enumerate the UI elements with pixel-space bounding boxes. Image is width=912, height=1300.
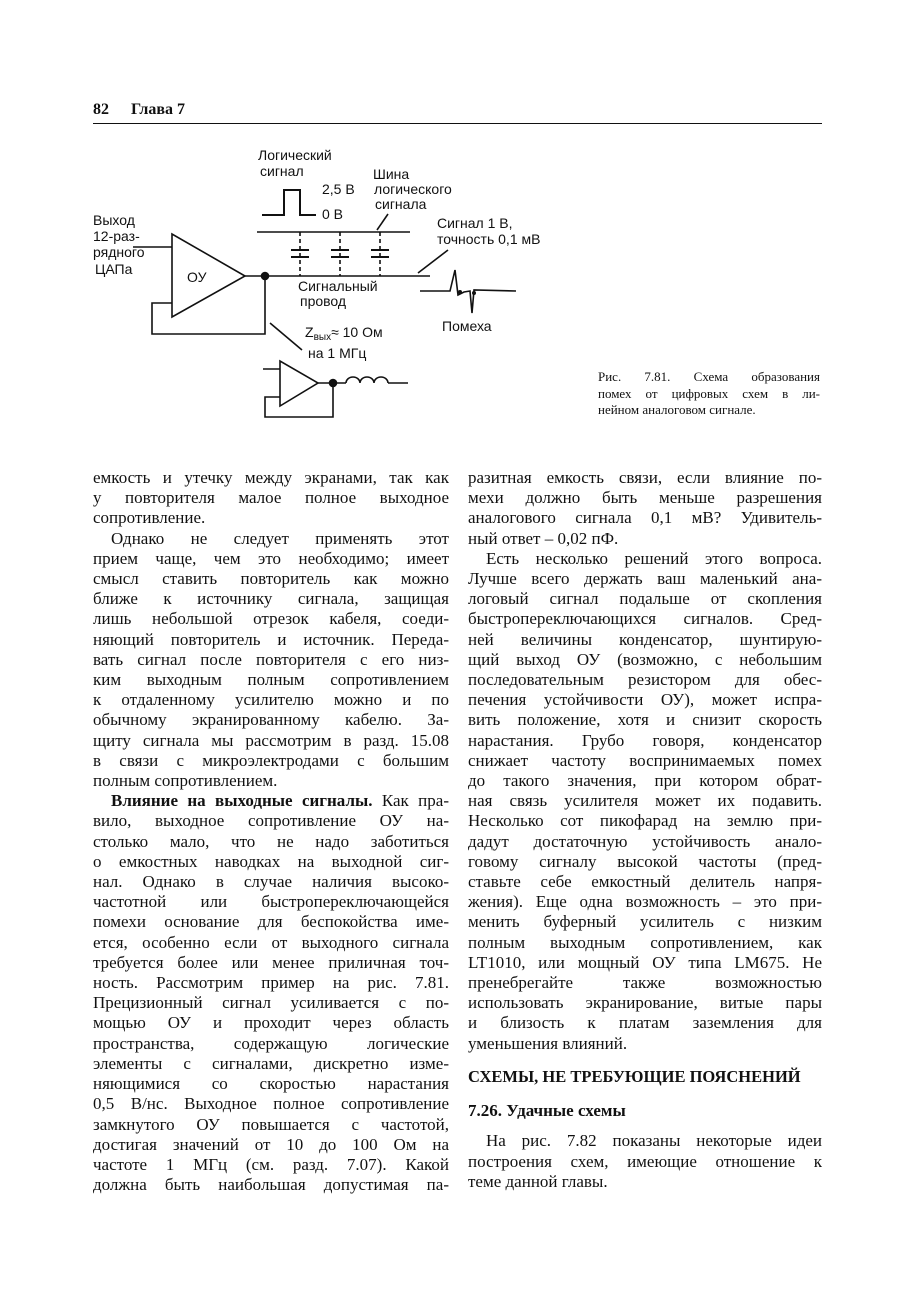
text-line: ная связь усилителя может их подавить. xyxy=(468,791,822,811)
text-line: ный ответ – 0,02 пФ. xyxy=(468,528,619,548)
impedance-label: $Z_{вых}\approx 10$ Ом xyxy=(305,324,383,343)
subsection-heading: 7.26. Удачные схемы xyxy=(468,1101,626,1121)
text-line: Однако не следует применять этот xyxy=(111,528,449,548)
text-span: Как пра- xyxy=(372,791,449,811)
text-line: На рис. 7.82 показаны некоторые идеи xyxy=(486,1131,822,1151)
paragraph-lead: Влияние на выходные сигналы. xyxy=(111,791,373,811)
text-line: ким выходным полным сопротивлением xyxy=(93,670,449,690)
text-line: вать сигнал после повторителя с его низ- xyxy=(93,649,449,669)
text-line: печения устойчивости ОУ), может испра- xyxy=(468,690,822,710)
opamp-label: ОУ xyxy=(187,269,207,285)
text-line: полным сопротивлением. xyxy=(93,771,278,791)
wire-label-1: Сигнальный xyxy=(298,278,378,294)
text-line: 0,5 В/нс. Выходное полное сопротивление xyxy=(93,1094,449,1114)
wire-label-2: провод xyxy=(300,293,347,309)
text-line: емкость и утечку между экранами, так как xyxy=(93,468,449,487)
text-line: замкнутого ОУ повышается с частотой, xyxy=(93,1114,449,1134)
text-line: аналогового сигнала 0,1 мВ? Удивитель- xyxy=(468,508,822,528)
paragraph xyxy=(93,529,449,792)
text-line: обычному экранированному кабелю. За- xyxy=(93,710,449,730)
text-line: прием чаще, чем это необходимо; имеет xyxy=(93,548,449,568)
text-line: должна быть наибольшая допустимая па- xyxy=(93,1175,449,1195)
text-line: полным выходным сопротивлением, как xyxy=(468,932,822,952)
signal-pointer xyxy=(418,250,448,273)
logic-signal-label-2: сигнал xyxy=(260,163,304,179)
text-line: и близость к платам заземления для xyxy=(468,1013,822,1033)
text-line: Есть несколько решений этого вопроса. xyxy=(486,548,822,568)
page-header xyxy=(93,101,822,124)
text-line: пренебрегайте также возможностью xyxy=(468,973,822,993)
text-line: до такого значения, при котором обрат- xyxy=(468,771,822,791)
text-line: нарастания. Грубо говоря, конденсатор xyxy=(468,730,822,750)
right-column xyxy=(468,468,822,1192)
text-line: уменьшения влияний. xyxy=(468,1033,628,1053)
text-line: столько мало, что не надо заботиться xyxy=(93,831,449,851)
text-line: помехи основание для беспокойства име- xyxy=(93,912,449,932)
text-line: LT1010, или мощный ОУ типа LM675. Не xyxy=(468,952,822,972)
text-line: Прецизионный сигнал усиливается с по- xyxy=(93,993,449,1013)
text-line: построения схем, имеющие отношение к xyxy=(468,1151,822,1171)
text-line: мощью ОУ и проходит через область xyxy=(93,1013,449,1033)
text-line: Несколько сот пикофарад на землю при- xyxy=(468,811,822,831)
text-line: мехи должно быть меньше разрешения xyxy=(468,488,822,508)
text-line: лишь небольшой отрезок кабеля, соеди- xyxy=(93,609,449,629)
inductor-icon xyxy=(346,377,408,383)
section-heading: СХЕМЫ, НЕ ТРЕБУЮЩИЕ ПОЯСНЕНИЙ xyxy=(468,1066,801,1086)
text-line: ставьте себе емкостный делитель напря- xyxy=(468,872,822,892)
figure-7-81-diagram xyxy=(80,140,560,430)
text-line: использовать экранирование, витые пары xyxy=(468,993,822,1013)
text-line: элементы с сигналами, дискретно изме- xyxy=(93,1053,449,1073)
text-line: достигая значений от 10 до 100 Ом на xyxy=(93,1134,449,1154)
text-line: щиту сигнала мы рассмотрим в разд. 15.08 xyxy=(93,730,449,750)
signal-label-2: точность 0,1 мВ xyxy=(437,231,541,247)
text-line: Лучше всего держать ваш маленький ана- xyxy=(468,569,822,589)
text-line: частоте 1 МГц (см. разд. 7.07). Какой xyxy=(93,1154,449,1174)
impedance-frequency: на 1 МГц xyxy=(308,345,367,361)
paragraph xyxy=(468,1131,822,1192)
caption-line: помех от цифровых схем в ли- xyxy=(598,385,820,401)
bus-label-2: логического xyxy=(374,181,452,197)
buffer-amplifier xyxy=(263,361,408,417)
noise-waveform xyxy=(420,270,516,313)
coupling-capacitors xyxy=(300,232,380,276)
input-label-3: рядного xyxy=(93,244,145,260)
input-label-2: 12-раз- xyxy=(93,228,140,244)
text-line: пространства, содержащую логические xyxy=(93,1033,449,1053)
high-level-label: 2,5 В xyxy=(322,181,355,197)
text-line: няющимися со скоростью нарастания xyxy=(93,1074,449,1094)
text-line: снижает частоту воспринимаемых помех xyxy=(468,750,822,770)
text-line: вило, выходное сопротивление ОУ на- xyxy=(93,811,449,831)
text-line: щий выход ОУ (возможно, с небольшим xyxy=(468,649,822,669)
text-line: говому сигналу высокой частоты (пред- xyxy=(468,851,822,871)
input-label-1: Выход xyxy=(93,212,135,228)
chapter-title: Глава 7 xyxy=(131,101,185,118)
paragraph xyxy=(93,791,449,1195)
bus-pointer xyxy=(377,214,388,230)
caption-line: Рис. 7.81. Схема образования xyxy=(598,369,820,384)
text-line: ней величины конденсатор, шунтирую- xyxy=(468,629,822,649)
text-line: ближе к источнику сигнала, защищая xyxy=(93,589,449,609)
low-level-label: 0 В xyxy=(322,206,344,222)
junction-dot xyxy=(262,273,269,280)
text-line: дадут достаточную устойчивость анало- xyxy=(468,831,822,851)
text-line: требуется более или менее приличная точ- xyxy=(93,952,449,972)
text-line: сопротивление. xyxy=(93,508,206,528)
text-line: теме данной главы. xyxy=(468,1171,608,1191)
logic-pulse-waveform xyxy=(262,190,316,215)
text-line: логовый сигнал подальше от скопления xyxy=(468,589,822,609)
text-line: вить положение, хотя и снизит скорость xyxy=(468,710,822,730)
caption-line: нейном аналоговом сигнале. xyxy=(598,402,756,417)
text-line: последовательным резистором для обес- xyxy=(468,670,822,690)
paragraph xyxy=(93,468,449,529)
figure-caption xyxy=(598,369,820,419)
text-line xyxy=(93,791,449,811)
text-line: разитная емкость связи, если влияние по- xyxy=(468,468,822,487)
text-line: в связи с микроэлектродами с большим xyxy=(93,750,449,770)
text-line: частотной или быстропереключающейся xyxy=(93,892,449,912)
text-line: нал. Однако в случае наличия высоко- xyxy=(93,872,449,892)
text-line: менить буферный усилитель с низким xyxy=(468,912,822,932)
text-line: ется, особенно если от выходного сигнала xyxy=(93,932,449,952)
logic-signal-label-1: Логический xyxy=(258,147,332,163)
text-line: о емкостных наводках на выходной сиг- xyxy=(93,851,449,871)
bus-label-3: сигнала xyxy=(375,196,427,212)
text-line: няющий повторитель и источник. Переда- xyxy=(93,629,449,649)
left-column xyxy=(93,468,449,1195)
page-number: 82 xyxy=(93,101,109,118)
text-line: у повторителя малое полное выходное xyxy=(93,488,449,508)
input-label-4: ЦАПа xyxy=(95,261,133,277)
text-line: жения). Еще одна возможность – это при- xyxy=(468,892,822,912)
noise-label: Помеха xyxy=(442,318,492,334)
paragraph xyxy=(468,468,822,549)
text-line: к отдаленному усилителю можно и по xyxy=(93,690,449,710)
bus-label-1: Шина xyxy=(373,166,410,182)
paragraph xyxy=(468,549,822,1054)
impedance-pointer xyxy=(270,323,302,350)
text-line: ность. Рассмотрим пример на рис. 7.81. xyxy=(93,973,449,993)
text-line: быстропереключающихся сигналов. Сред- xyxy=(468,609,822,629)
signal-label-1: Сигнал 1 В, xyxy=(437,215,513,231)
text-line: смысл ставить повторитель как можно xyxy=(93,569,449,589)
